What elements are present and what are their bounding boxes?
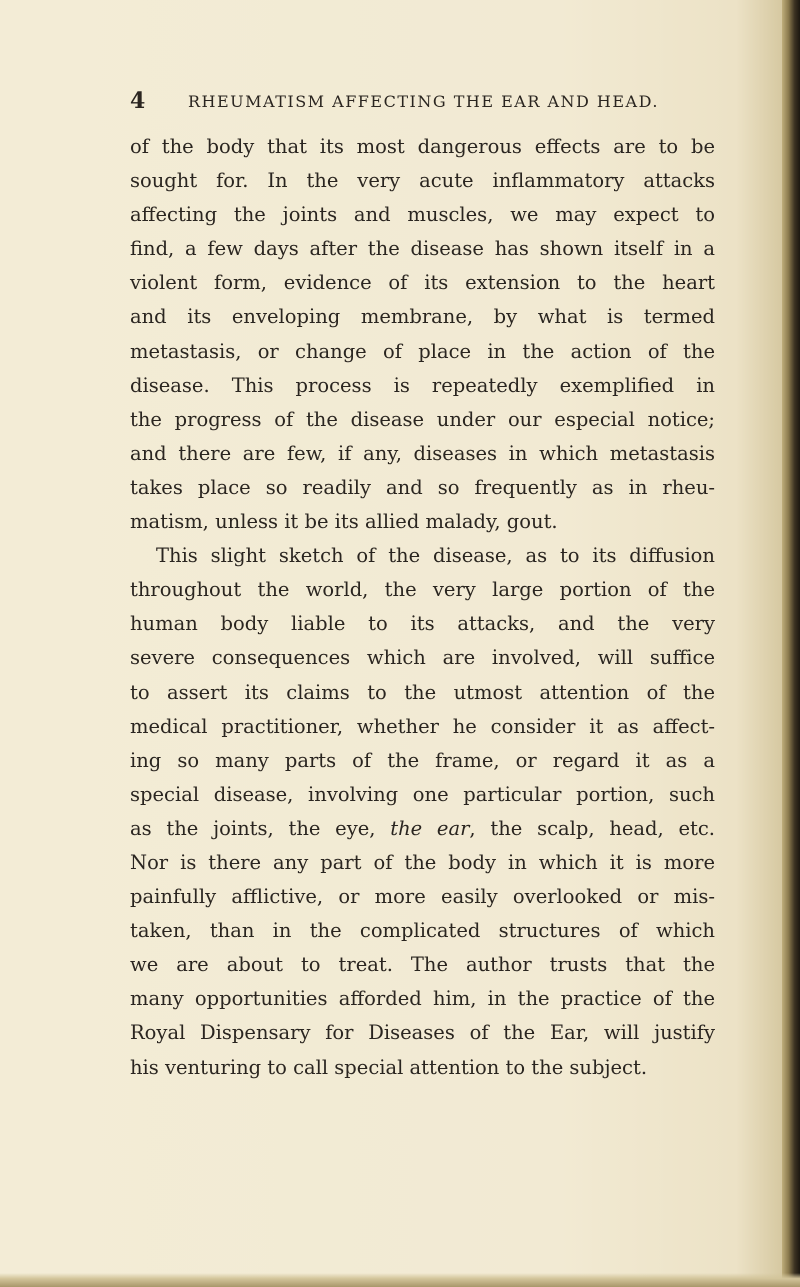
text-line: Nor is there any part of the body in which it is more (130, 850, 715, 874)
text-fragment: as the joints, the eye, (130, 816, 391, 840)
text-line: and its enveloping membrane, by what is termed (130, 305, 715, 329)
text-line: throughout the world, the very large portion of the (130, 578, 715, 602)
text-line: ing so many parts of the frame, or regard it as a (130, 748, 715, 772)
text-line: to assert its claims to the utmost attention of the (130, 680, 715, 704)
text-line: affecting the joints and muscles, we may expect to (130, 203, 715, 227)
text-line: the progress of the disease under our especial notice; (130, 407, 715, 431)
text-line: we are about to treat. The author trusts that the (130, 953, 715, 977)
text-line: taken, than in the complicated structures of which (130, 919, 715, 943)
text-line: Royal Dispensary for Diseases of the Ear, will justify (130, 1021, 715, 1045)
text-line: medical practitioner, whether he consider it as affect- (130, 714, 715, 738)
text-line: takes place so readily and so frequently as in rheu- (130, 475, 715, 499)
paragraph-start-line: This slight sketch of the disease, as to its diffusion (156, 544, 715, 568)
body-text (130, 130, 715, 1085)
page-bottom-edge (0, 1273, 800, 1287)
page-number: 4 (130, 88, 146, 114)
text-line: metastasis, or change of place in the action of the (130, 339, 715, 363)
text-line: painfully afflictive, or more easily overlooked or mis- (130, 885, 715, 909)
text-line: his venturing to call special attention to the subject. (130, 1055, 648, 1079)
text-line: many opportunities afforded him, in the practice of the (130, 987, 715, 1011)
italic-phrase: the ear (390, 816, 470, 840)
text-line: matism, unless it be its allied malady, gout. (130, 510, 558, 534)
text-line-with-italic (130, 812, 715, 846)
text-line: sought for. In the very acute inflammatory attacks (130, 169, 715, 193)
text-line: find, a few days after the disease has shown itself in a (130, 237, 715, 261)
text-line: violent form, evidence of its extension to the heart (130, 271, 715, 295)
text-line: human body liable to its attacks, and the very (130, 612, 715, 636)
text-line: of the body that its most dangerous effects are to be (130, 135, 715, 158)
text-line: and there are few, if any, diseases in which metastasis (130, 441, 715, 465)
text-line: disease. This process is repeatedly exemplified in (130, 373, 715, 397)
text-line: special disease, involving one particular portion, such (130, 782, 715, 806)
running-head: RHEUMATISM AFFECTING THE EAR AND HEAD. (188, 92, 659, 111)
text-line: severe consequences which are involved, will suffice (130, 646, 715, 670)
text-fragment: , the scalp, head, etc. (469, 816, 715, 840)
book-spine-shadow (782, 0, 800, 1287)
page-header (130, 88, 710, 118)
